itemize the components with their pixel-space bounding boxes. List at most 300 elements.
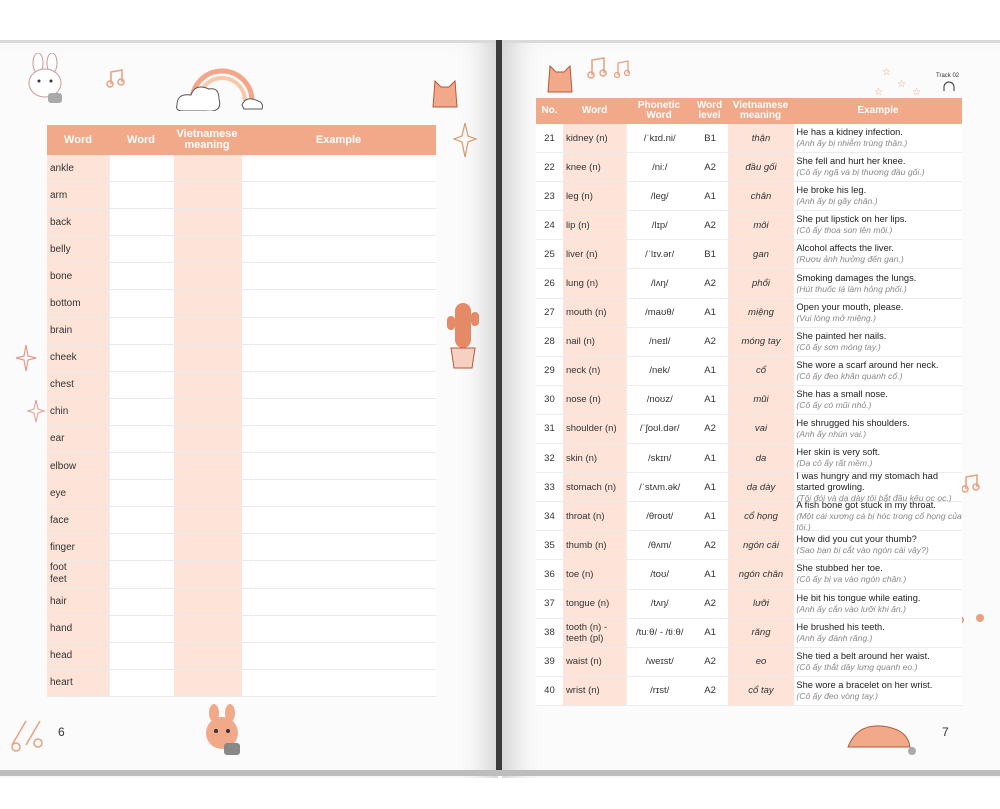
example-vietnamese: (Cô ấy thắt dây lưng quanh eo.)	[796, 661, 918, 672]
example-blank-cell	[242, 155, 437, 181]
table-row	[536, 328, 962, 357]
word-blank-cell	[109, 426, 174, 452]
example-cell	[794, 415, 962, 443]
meaning-cell: thận	[728, 124, 795, 152]
example-english: She has a small nose.	[796, 388, 888, 399]
word-blank-cell	[109, 453, 174, 479]
example-blank-cell	[242, 507, 437, 533]
word-cell: bottom	[47, 290, 109, 316]
example-blank-cell	[242, 534, 437, 560]
example-vietnamese: (Anh ấy nhún vai.)	[796, 428, 867, 439]
no-cell: 27	[536, 299, 563, 327]
example-vietnamese: (Cô ấy ngã và bị thương đầu gối.)	[796, 167, 925, 178]
phonetic-cell: /tuːθ/ - /tiːθ/	[626, 619, 693, 647]
example-vietnamese: (Tôi đói và dạ dày tôi bắt đầu kêu ọc ọc.)	[796, 492, 952, 503]
word-cell: tongue (n)	[563, 590, 626, 618]
bunny-mascot-icon	[198, 703, 246, 761]
sparkle-tiny-icon	[26, 398, 46, 424]
level-cell: A2	[693, 415, 728, 443]
no-cell: 22	[536, 153, 563, 181]
no-cell: 40	[536, 677, 563, 705]
level-cell: A2	[693, 648, 728, 676]
right-table-body	[536, 124, 962, 706]
level-cell: A1	[693, 444, 728, 472]
meaning-cell: phổi	[728, 269, 795, 297]
word-cell: knee (n)	[563, 153, 626, 181]
word-blank-cell	[109, 318, 174, 344]
word-blank-cell	[109, 290, 174, 316]
word-cell: face	[47, 507, 109, 533]
right-page	[502, 40, 1000, 778]
word-cell: thumb (n)	[563, 531, 626, 559]
word-blank-cell	[109, 263, 174, 289]
table-row	[47, 616, 436, 643]
meaning-cell: da	[728, 444, 795, 472]
cat-sticker-icon	[542, 58, 582, 96]
example-vietnamese: (Anh ấy bị nhiễm trùng thận.)	[796, 138, 908, 149]
no-cell: 39	[536, 648, 563, 676]
word-blank-cell	[109, 236, 174, 262]
example-cell	[794, 590, 962, 618]
table-row	[47, 263, 436, 290]
table-row	[47, 372, 436, 399]
word-cell: tooth (n) - teeth (pl)	[563, 619, 626, 647]
header-word-level: Word level	[696, 100, 723, 121]
table-row	[536, 269, 962, 298]
table-row	[47, 480, 436, 507]
no-cell: 34	[536, 502, 563, 530]
meaning-blank-cell	[174, 318, 242, 344]
music-notes-icon	[586, 55, 638, 81]
word-cell: stomach (n)	[563, 473, 626, 501]
word-blank-cell	[109, 534, 174, 560]
word-cell: foot feet	[47, 561, 109, 587]
meaning-blank-cell	[174, 616, 242, 642]
word-cell: lung (n)	[563, 269, 626, 297]
meaning-blank-cell	[174, 643, 242, 669]
word-cell: throat (n)	[563, 502, 626, 530]
example-cell	[794, 269, 962, 297]
phonetic-cell: /toʊ/	[626, 560, 693, 588]
word-cell: nose (n)	[563, 386, 626, 414]
headphones-icon	[942, 81, 956, 93]
example-english: She wore a scarf around her neck.	[796, 359, 939, 370]
meaning-cell: đầu gối	[728, 153, 795, 181]
no-cell: 37	[536, 590, 563, 618]
word-blank-cell	[109, 345, 174, 371]
example-english: He shrugged his shoulders.	[796, 417, 910, 428]
phonetic-cell: /leg/	[626, 182, 693, 210]
no-cell: 25	[536, 240, 563, 268]
example-cell	[794, 240, 962, 268]
level-cell: A2	[693, 590, 728, 618]
table-row	[47, 643, 436, 670]
meaning-cell: vai	[728, 415, 795, 443]
example-english: She put lipstick on her lips.	[796, 214, 907, 225]
cat-sticker-icon	[425, 73, 465, 113]
example-blank-cell	[242, 318, 437, 344]
example-english: He has a kidney infection.	[796, 127, 903, 138]
word-blank-cell	[109, 399, 174, 425]
word-cell: finger	[47, 534, 109, 560]
example-vietnamese: (Anh ấy cắn vào lưỡi khi ăn.)	[796, 603, 906, 614]
meaning-cell: ngón cái	[728, 531, 795, 559]
level-cell: A1	[693, 299, 728, 327]
table-row	[536, 211, 962, 240]
example-vietnamese: (Cô ấy bị va vào ngón chân.)	[796, 574, 907, 585]
level-cell: A2	[693, 211, 728, 239]
word-cell: lip (n)	[563, 211, 626, 239]
word-cell: skin (n)	[563, 444, 626, 472]
table-row	[536, 531, 962, 560]
svg-text:☆: ☆	[912, 87, 921, 98]
phonetic-cell: /noʊz/	[626, 386, 693, 414]
example-blank-cell	[242, 263, 437, 289]
example-cell	[794, 470, 962, 503]
example-cell	[794, 153, 962, 181]
svg-text:☆: ☆	[882, 67, 891, 78]
no-cell: 31	[536, 415, 563, 443]
example-cell	[794, 124, 962, 152]
level-cell: A2	[693, 677, 728, 705]
level-cell: A2	[693, 153, 728, 181]
table-row	[47, 534, 436, 561]
word-cell: waist (n)	[563, 648, 626, 676]
example-english: Her skin is very soft.	[796, 447, 881, 458]
phonetic-cell: /nek/	[626, 357, 693, 385]
word-cell: hair	[47, 589, 109, 615]
level-cell: A1	[693, 473, 728, 501]
left-vocab-table	[47, 125, 436, 697]
phonetic-cell: /rɪst/	[626, 677, 693, 705]
no-cell: 30	[536, 386, 563, 414]
table-row	[47, 236, 436, 263]
table-row	[47, 318, 436, 345]
example-vietnamese: (Rượu ảnh hưởng đến gan.)	[796, 254, 904, 265]
table-row	[536, 240, 962, 269]
music-note-icon	[105, 68, 127, 90]
example-blank-cell	[242, 670, 437, 696]
example-blank-cell	[242, 616, 437, 642]
example-vietnamese: (Cô ấy có mũi nhỏ.)	[796, 399, 872, 410]
phonetic-cell: /weɪst/	[626, 648, 693, 676]
table-row	[47, 453, 436, 480]
table-row	[47, 399, 436, 426]
header-phonetic-word: Phonetic Word	[637, 100, 681, 121]
word-cell: belly	[47, 236, 109, 262]
word-cell: kidney (n)	[563, 124, 626, 152]
example-vietnamese: (Sao bạn bị cắt vào ngón cái vậy?)	[796, 545, 929, 556]
header-no: No.	[541, 105, 558, 116]
word-cell: nail (n)	[563, 328, 626, 356]
level-cell: A2	[693, 269, 728, 297]
meaning-blank-cell	[174, 399, 242, 425]
example-blank-cell	[242, 453, 437, 479]
phonetic-cell: /ˈlɪv.ər/	[626, 240, 693, 268]
rainbow-cloud-icon	[172, 61, 268, 111]
no-cell: 38	[536, 619, 563, 647]
word-blank-cell	[109, 670, 174, 696]
meaning-blank-cell	[174, 372, 242, 398]
word-blank-cell	[109, 480, 174, 506]
example-blank-cell	[242, 480, 437, 506]
table-row	[536, 386, 962, 415]
word-cell: neck (n)	[563, 357, 626, 385]
example-blank-cell	[242, 182, 437, 208]
table-row	[536, 153, 962, 182]
word-blank-cell	[109, 155, 174, 181]
table-row	[536, 470, 962, 503]
example-vietnamese: (Vui lòng mở miệng.)	[796, 312, 876, 323]
example-cell	[794, 531, 962, 559]
example-english: I was hungry and my stomach had started growling.	[796, 470, 938, 492]
table-row	[536, 648, 962, 677]
header-word: Word	[581, 105, 608, 116]
meaning-blank-cell	[174, 453, 242, 479]
example-blank-cell	[242, 372, 437, 398]
phonetic-cell: /lʌŋ/	[626, 269, 693, 297]
no-cell: 36	[536, 560, 563, 588]
example-cell	[794, 182, 962, 210]
example-cell	[794, 386, 962, 414]
example-vietnamese: (Một cái xương cá bị hóc trong cổ họng của tôi.)	[796, 510, 962, 532]
example-english: He broke his leg.	[796, 185, 867, 196]
example-blank-cell	[242, 589, 437, 615]
table-row	[536, 499, 962, 532]
level-cell: A2	[693, 531, 728, 559]
example-english: Alcohol affects the liver.	[796, 243, 894, 254]
example-cell	[794, 560, 962, 588]
level-cell: A1	[693, 182, 728, 210]
example-english: Open your mouth, please.	[796, 301, 904, 312]
word-cell: liver (n)	[563, 240, 626, 268]
level-cell: B1	[693, 124, 728, 152]
table-row	[47, 589, 436, 616]
meaning-blank-cell	[174, 290, 242, 316]
table-row	[47, 426, 436, 453]
level-cell: A2	[693, 328, 728, 356]
meaning-blank-cell	[174, 426, 242, 452]
example-blank-cell	[242, 209, 437, 235]
example-cell	[794, 619, 962, 647]
meaning-cell: miệng	[728, 299, 795, 327]
example-cell	[794, 211, 962, 239]
word-cell: mouth (n)	[563, 299, 626, 327]
example-blank-cell	[242, 399, 437, 425]
right-vocab-table	[536, 98, 962, 706]
right-table-header	[536, 98, 962, 124]
level-cell: A1	[693, 357, 728, 385]
table-row	[47, 290, 436, 317]
table-row	[536, 677, 962, 706]
example-english: He brushed his teeth.	[796, 621, 885, 632]
phonetic-cell: /niː/	[626, 153, 693, 181]
no-cell: 28	[536, 328, 563, 356]
example-cell	[794, 677, 962, 705]
left-page-number: 6	[58, 725, 65, 739]
example-vietnamese: (Cô ấy đeo khăn quanh cổ.)	[796, 370, 903, 381]
meaning-blank-cell	[174, 182, 242, 208]
word-cell: chin	[47, 399, 109, 425]
meaning-blank-cell	[174, 263, 242, 289]
table-row	[47, 670, 436, 697]
example-vietnamese: (Anh ấy đánh răng.)	[796, 632, 873, 643]
meaning-blank-cell	[174, 670, 242, 696]
meaning-blank-cell	[174, 236, 242, 262]
word-blank-cell	[109, 182, 174, 208]
phonetic-cell: /θroʊt/	[626, 502, 693, 530]
no-cell: 24	[536, 211, 563, 239]
table-row	[536, 124, 962, 153]
example-english: She painted her nails.	[796, 330, 887, 341]
example-english: She wore a bracelet on her wrist.	[796, 679, 933, 690]
header-word: Word	[64, 133, 92, 146]
example-vietnamese: (Da cô ấy rất mềm.)	[796, 458, 873, 469]
meaning-cell: cổ	[728, 357, 795, 385]
svg-text:☆: ☆	[874, 87, 883, 98]
word-blank-cell	[109, 643, 174, 669]
word-cell: brain	[47, 318, 109, 344]
svg-text:☆: ☆	[897, 79, 906, 90]
example-blank-cell	[242, 643, 437, 669]
sparkle-icon	[452, 121, 478, 161]
word-blank-cell	[109, 589, 174, 615]
example-blank-cell	[242, 236, 437, 262]
table-row	[536, 619, 962, 648]
left-table-body	[47, 155, 436, 697]
header-vietnamese-meaning: Vietnamese meaning	[176, 128, 238, 151]
no-cell: 26	[536, 269, 563, 297]
example-vietnamese: (Cô ấy đeo vòng tay.)	[796, 690, 878, 701]
left-table-header	[47, 125, 436, 155]
sparkle-small-icon	[14, 343, 38, 373]
example-cell	[794, 499, 962, 532]
meaning-blank-cell	[174, 589, 242, 615]
level-cell: A1	[693, 619, 728, 647]
meaning-cell: chân	[728, 182, 795, 210]
table-row	[47, 209, 436, 236]
cactus-sticker-icon	[445, 298, 481, 372]
no-cell: 33	[536, 473, 563, 501]
level-cell: A1	[693, 560, 728, 588]
stars-icon	[872, 61, 932, 101]
word-blank-cell	[109, 209, 174, 235]
table-row	[47, 345, 436, 372]
table-row	[536, 590, 962, 619]
word-cell: wrist (n)	[563, 677, 626, 705]
meaning-blank-cell	[174, 155, 242, 181]
word-cell: ear	[47, 426, 109, 452]
music-notes-corner-icon	[8, 715, 58, 755]
open-book	[0, 40, 1000, 775]
example-vietnamese: (Cô ấy thoa son lên môi.)	[796, 225, 893, 236]
table-row	[47, 182, 436, 209]
example-blank-cell	[242, 290, 437, 316]
word-blank-cell	[109, 507, 174, 533]
bunny-sticker-icon	[20, 53, 70, 108]
word-cell: head	[47, 643, 109, 669]
example-english: She stubbed her toe.	[796, 563, 883, 574]
header-word-2: Word	[127, 133, 155, 146]
no-cell: 35	[536, 531, 563, 559]
example-blank-cell	[242, 561, 437, 587]
meaning-cell: gan	[728, 240, 795, 268]
word-cell: cheek	[47, 345, 109, 371]
example-english: How did you cut your thumb?	[796, 534, 917, 545]
meaning-cell: môi	[728, 211, 795, 239]
meaning-cell: răng	[728, 619, 795, 647]
phonetic-cell: /ˈʃoʊl.dər/	[626, 415, 693, 443]
word-cell: toe (n)	[563, 560, 626, 588]
no-cell: 29	[536, 357, 563, 385]
meaning-cell: cổ tay	[728, 677, 795, 705]
example-blank-cell	[242, 345, 437, 371]
sleeping-cat-icon	[842, 711, 922, 759]
phonetic-cell: /lɪp/	[626, 211, 693, 239]
word-cell: eye	[47, 480, 109, 506]
example-vietnamese: (Hút thuốc lá làm hỏng phổi.)	[796, 283, 907, 294]
track-label: Track 02	[936, 73, 960, 79]
example-english: Smoking damages the lungs.	[796, 272, 917, 283]
right-page-number: 7	[942, 725, 949, 739]
header-example: Example	[315, 133, 362, 146]
example-blank-cell	[242, 426, 437, 452]
example-english: She tied a belt around her waist.	[796, 650, 930, 661]
meaning-cell: ngón chân	[728, 560, 795, 588]
word-cell: heart	[47, 670, 109, 696]
word-cell: hand	[47, 616, 109, 642]
phonetic-cell: /skɪn/	[626, 444, 693, 472]
example-vietnamese: (Cô ấy sơn móng tay.)	[796, 341, 881, 352]
example-cell	[794, 648, 962, 676]
table-row	[47, 155, 436, 182]
music-note-side-icon	[960, 473, 982, 495]
word-cell: bone	[47, 263, 109, 289]
word-cell: back	[47, 209, 109, 235]
table-row	[536, 182, 962, 211]
meaning-cell: mũi	[728, 386, 795, 414]
table-row	[536, 560, 962, 589]
example-english: She fell and hurt her knee.	[796, 156, 906, 167]
word-cell: leg (n)	[563, 182, 626, 210]
meaning-blank-cell	[174, 480, 242, 506]
header-example: Example	[857, 105, 899, 116]
example-english: He bit his tongue while eating.	[796, 592, 921, 603]
word-cell: chest	[47, 372, 109, 398]
word-blank-cell	[109, 372, 174, 398]
phonetic-cell: /neɪl/	[626, 328, 693, 356]
phonetic-cell: /ˈstʌm.ək/	[626, 473, 693, 501]
example-vietnamese: (Anh ấy bị gãy chân.)	[796, 196, 878, 207]
table-row	[536, 444, 962, 473]
left-page	[0, 40, 498, 778]
word-blank-cell	[109, 616, 174, 642]
word-blank-cell	[109, 561, 174, 587]
no-cell: 21	[536, 124, 563, 152]
level-cell: B1	[693, 240, 728, 268]
word-cell: elbow	[47, 453, 109, 479]
level-cell: A1	[693, 386, 728, 414]
example-cell	[794, 357, 962, 385]
meaning-cell: lưỡi	[728, 590, 795, 618]
example-cell	[794, 444, 962, 472]
meaning-blank-cell	[174, 534, 242, 560]
word-cell: shoulder (n)	[563, 415, 626, 443]
example-cell	[794, 299, 962, 327]
level-cell: A1	[693, 502, 728, 530]
word-cell: ankle	[47, 155, 109, 181]
meaning-blank-cell	[174, 561, 242, 587]
